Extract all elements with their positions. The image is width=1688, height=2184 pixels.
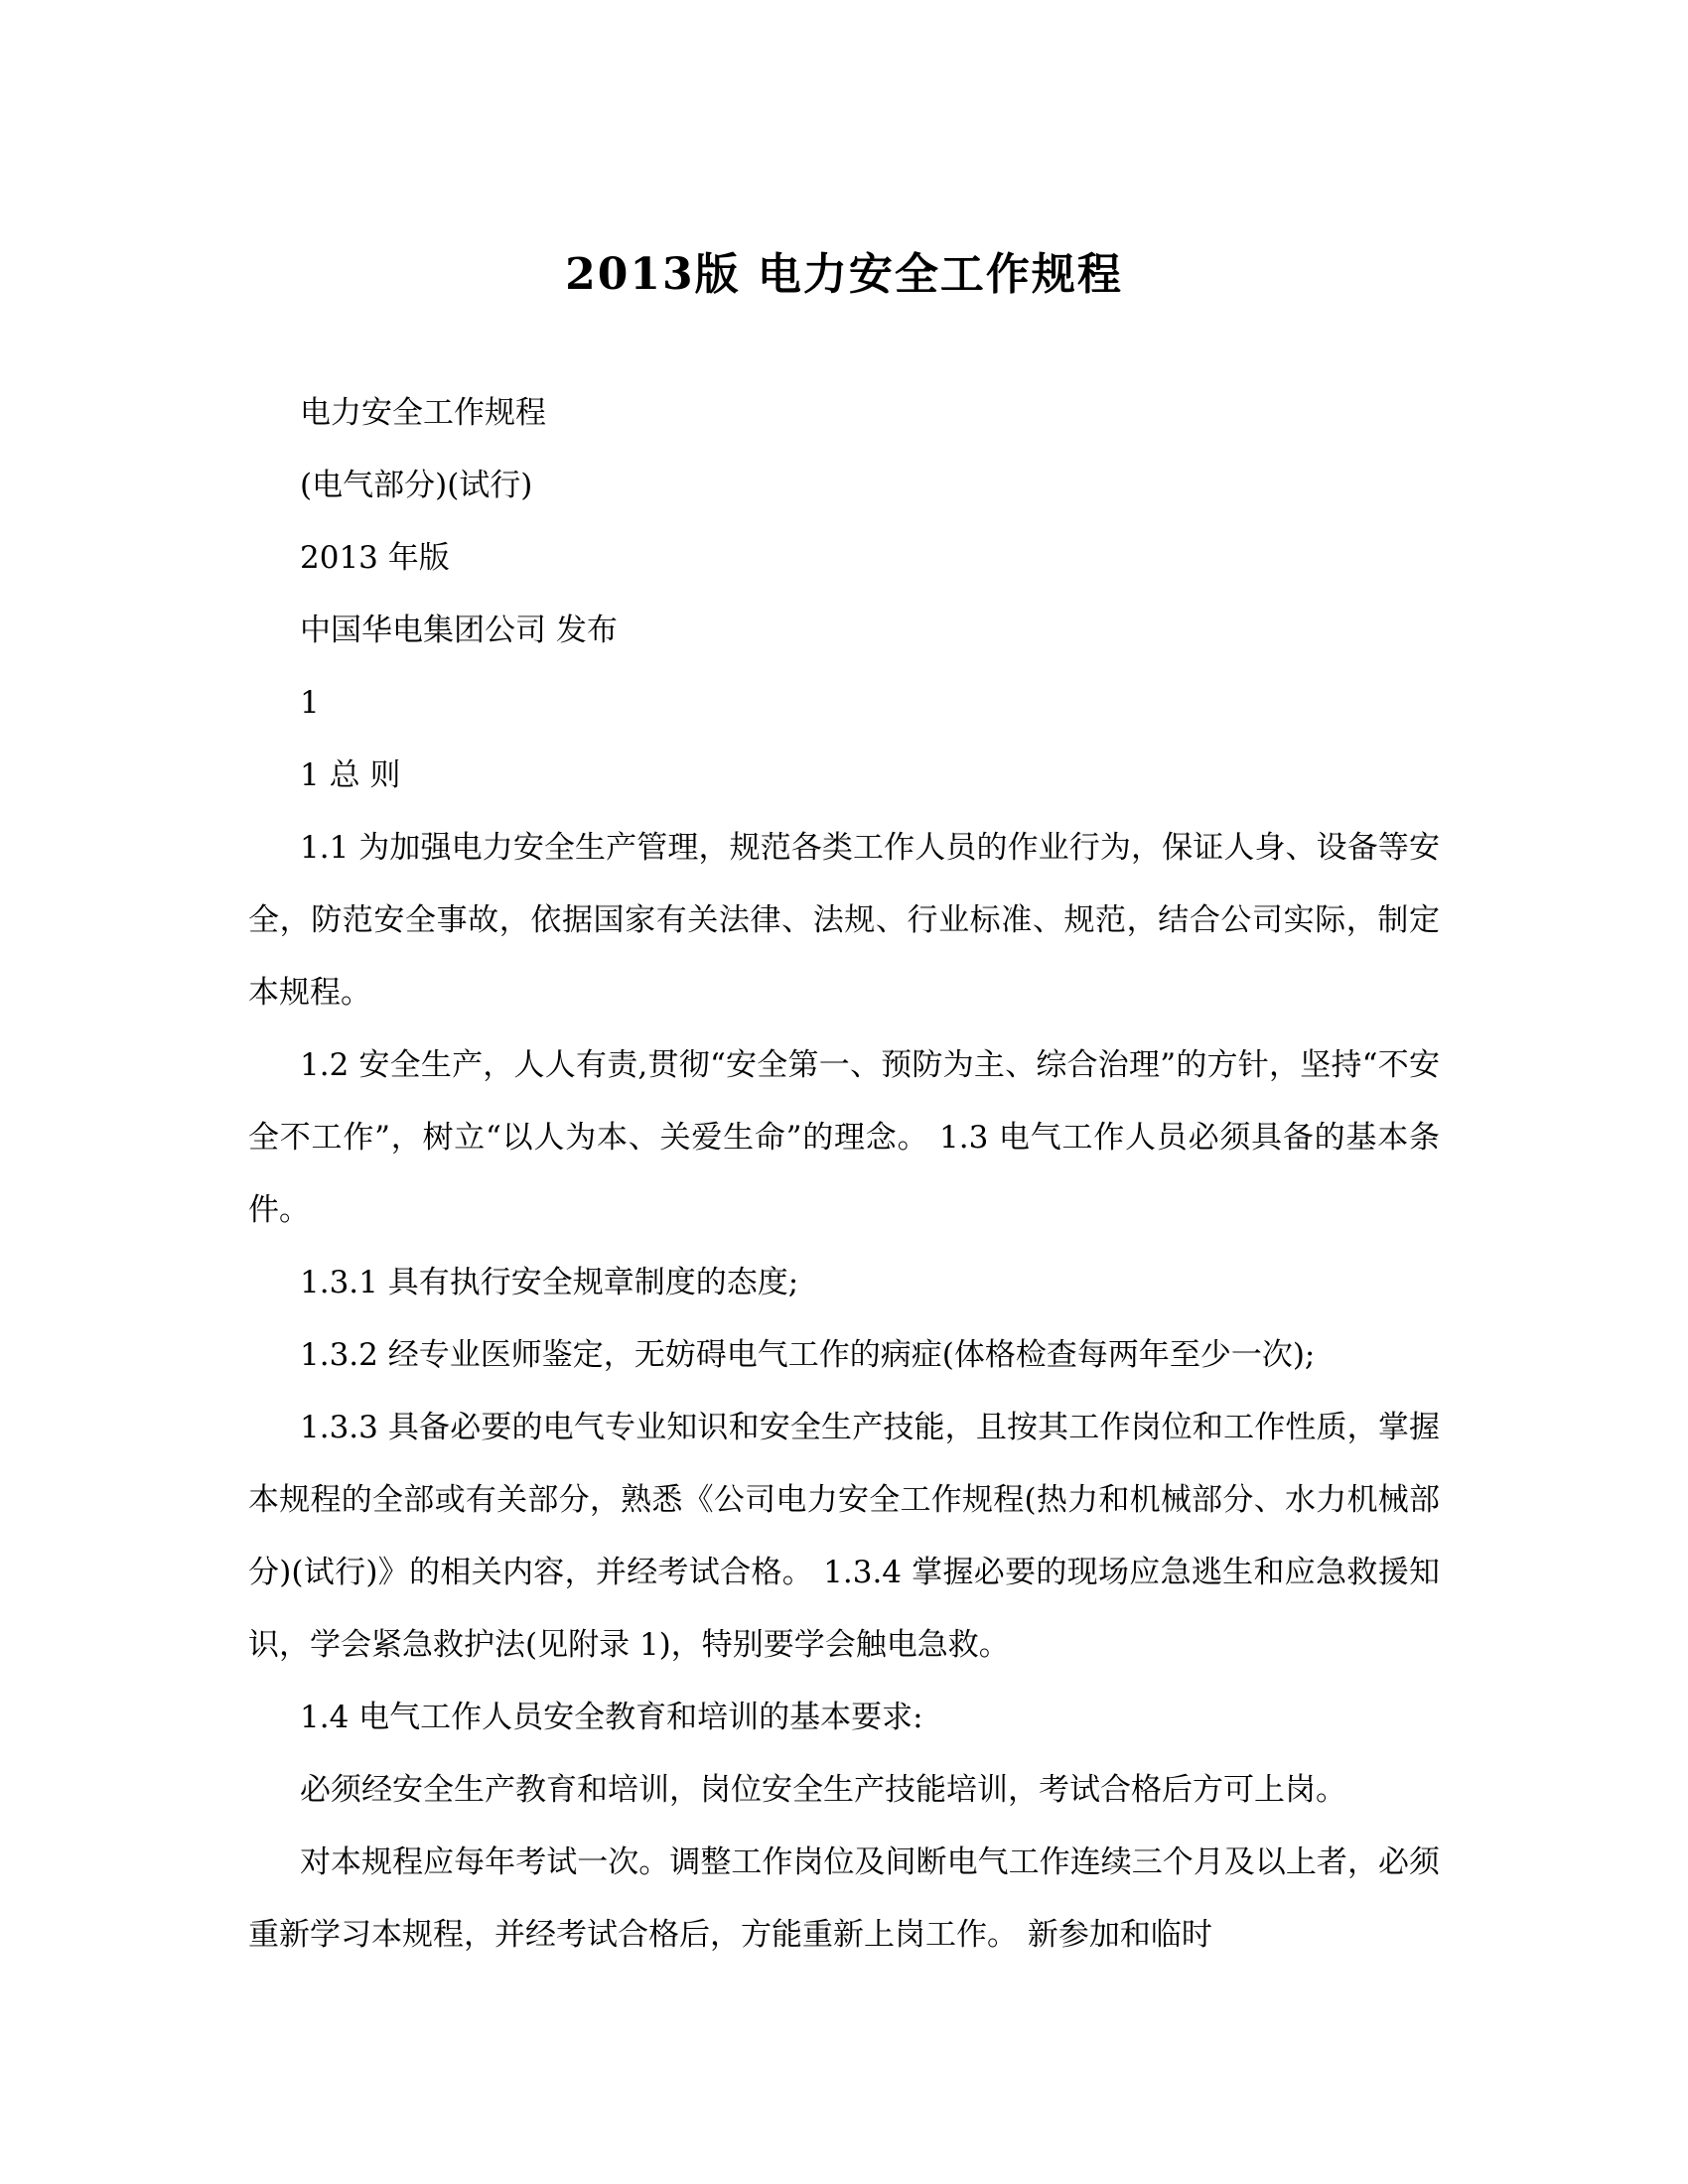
paragraph-1-3-3: 1.3.3 具备必要的电气专业知识和安全生产技能，且按其工作岗位和工作性质，掌握本规程的全部或有关部分，熟悉《公司电力安全工作规程(热力和机械部分、水力机械部分)(试行)》的相关内容，并经考试合格。 1.3.4 掌握必要的现场应急逃生和应急救援知识，学会紧急救护法(见附录 1)，特别要学会触电急救。 [248,1410,1440,1663]
paragraph-doc-publisher: 中国华电集团公司 发布 [300,613,618,648]
document-title: 2013版 电力安全工作规程 [565,249,1123,300]
paragraph-training: 必须经安全生产教育和培训，岗位安全生产技能培训，考试合格后方可上岗。 [300,1772,1346,1808]
paragraph-1-4: 1.4 电气工作人员安全教育和培训的基本要求: [300,1700,923,1735]
paragraph-1-2: 1.2 安全生产，人人有责,贯彻“安全第一、预防为主、综合治理”的方针，坚持“不安全不工作”，树立“以人为本、关爱生命”的理念。 1.3 电气工作人员必须具备的基本条件。 [248,1047,1440,1228]
paragraph-1-1: 1.1 为加强电力安全生产管理，规范各类工作人员的作业行为，保证人身、设备等安全，防范安全事故，依据国家有关法律、法规、行业标准、规范，结合公司实际，制定本规程。 [248,830,1440,1011]
section-heading-general: 1 总 则 [300,757,401,793]
document-body [248,377,1440,1972]
paragraph-1-3-2: 1.3.2 经专业医师鉴定，无妨碍电气工作的病症(体格检查每两年至少一次); [300,1337,1316,1373]
paragraph-doc-subtitle: (电气部分)(试行) [300,468,533,503]
paragraph-page-number: 1 [300,685,320,721]
paragraph-doc-edition: 2013 年版 [300,540,450,576]
paragraph-doc-name: 电力安全工作规程 [300,395,546,431]
paragraph-annual-exam: 对本规程应每年考试一次。调整工作岗位及间断电气工作连续三个月及以上者，必须重新学习本规程，并经考试合格后，方能重新上岗工作。 新参加和临时 [248,1844,1440,1953]
paragraph-1-3-1: 1.3.1 具有执行安全规章制度的态度; [300,1265,799,1300]
